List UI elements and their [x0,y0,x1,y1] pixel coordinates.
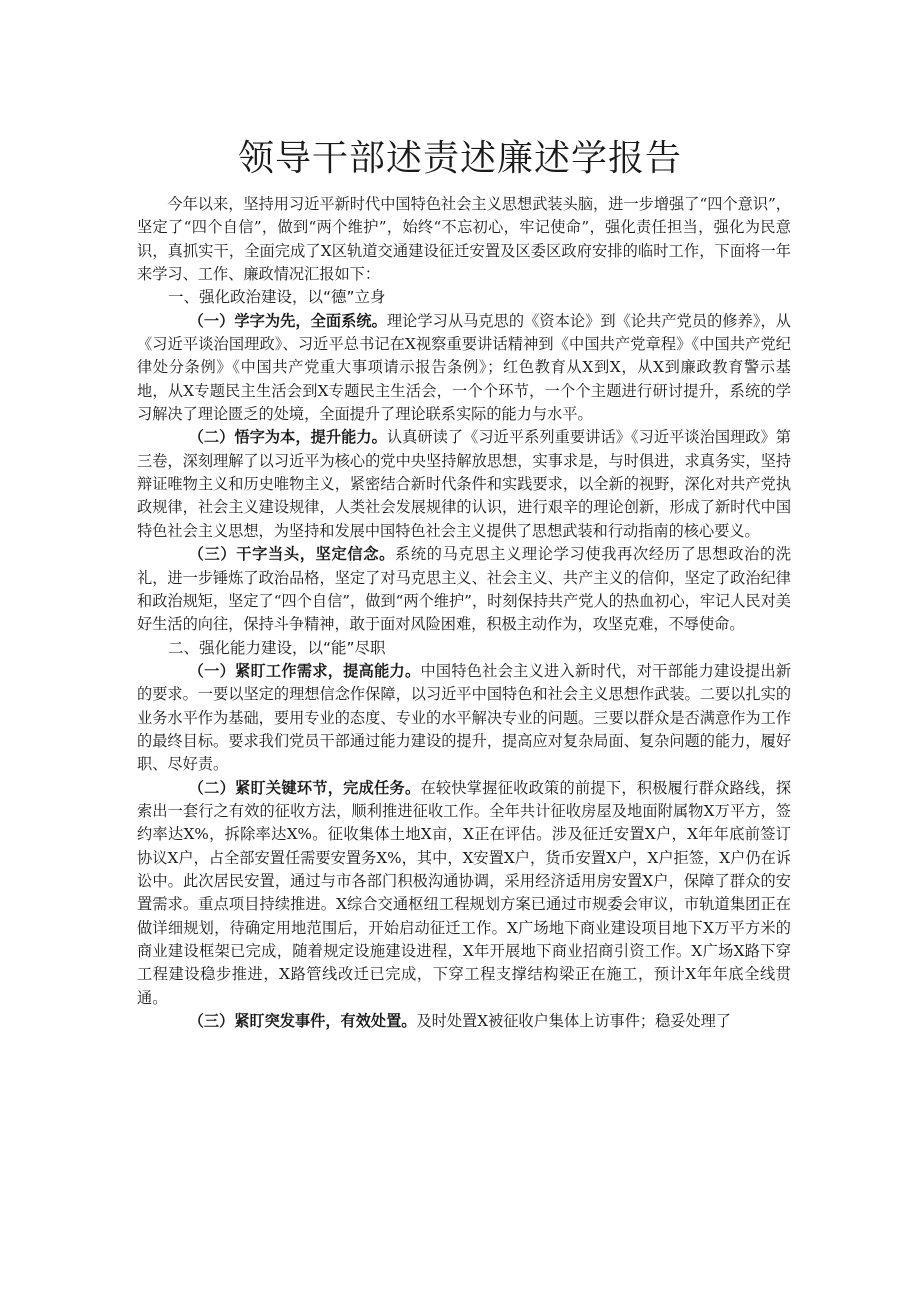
paragraph-text: 及时处置X被征收户集体上访事件；稳妥处理了 [416,1012,732,1031]
paragraph-lead: （一）学字为先，全面系统。 [188,311,387,330]
paragraph-lead: （二）紧盯关键环节，完成任务。 [188,778,421,797]
paragraph-1-3 [137,543,791,636]
paragraph-2-1 [137,660,791,777]
document-body [137,193,791,1033]
paragraph-2-2 [137,777,791,1010]
paragraph-text: 在较快掌握征收政策的前提下，积极履行群众路线，探索出一套行之有效的征收方法，顺利推进征收工作。全年共计征收房屋及地面附属物X万平方，签约率达X%，拆除率达X%。征收集体土地X亩，X正在评估。涉及征迁安置X户，X年年底前签订协议X户，占全部安置任需要安置务X%，其中，X安置X户，货币安置X户，X户拒签，X户仍在诉讼中。此次居民安置，通过与市各部门积极沟通协调，采用经济适用房安置X户，保障了群众的安置需求。重点项目持续推进。X综合交通枢纽工程规划方案已通过市规委会审议，市轨道集团正在做详细规划，待确定用地范围后，开始启动征迁工作。X广场地下商业建设项目地下X万平方米的商业建设框架已完成，随着规定设施建设进程，X年开展地下商业招商引资工作。X广场X路下穿工程建设稳步推进，X路管线改迁已完成，下穿工程支撑结构梁正在施工，预计X年年底全线贯通。 [137,778,792,1007]
paragraph-lead: （三）干字当头，坚定信念。 [188,545,395,564]
intro-paragraph: 今年以来，坚持用习近平新时代中国特色社会主义思想武装头脑，进一步增强了“四个意识”，坚定了“四个自信”，做到“两个维护”，始终“不忘初心，牢记使命”，强化责任担当，强化为民意识，真抓实干，全面完成了X区轨道交通建设征迁安置及区委区政府安排的临时工作，下面将一年来学习、工作、廉政情况汇报如下： [137,195,791,284]
document-title: 领导干部述责述廉述学报告 [237,138,682,179]
section-heading-2: 二、强化能力建设，以“能”尽职 [168,638,386,657]
paragraph-text: 系统的马克思主义理论学习使我再次经历了思想政治的洗礼，进一步锤炼了政治品格，坚定了对马克思主义、社会主义、共产主义的信仰，坚定了政治纪律和政治规矩，坚定了“四个自信”，做到“两个维护”，时刻保持共产党人的热血初心，牢记人民对美好生活的向往，保持斗争精神，敢于面对风险困难，积极主动作为，攻坚克难，不辱使命。 [137,545,792,634]
paragraph-1-2 [137,426,791,543]
paragraph-lead: （二）悟字为本，提升能力。 [188,428,387,447]
paragraph-2-3 [137,1010,791,1033]
paragraph-text: 中国特色社会主义进入新时代，对干部能力建设提出新的要求。一要以坚定的理想信念作保障，以习近平中国特色和社会主义思想作武装。二要以扎实的业务水平作为基础，要用专业的态度、专业的水平解决专业的问题。三要以群众是否满意作为工作的最终目标。要求我们党员干部通过能力建设的提升，提高应对复杂局面、复杂问题的能力，履好职、尽好责。 [137,661,792,774]
paragraph-text: 认真研读了《习近平系列重要讲话》《习近平谈治国理政》第三卷，深刻理解了以习近平为核心的党中央坚持解放思想，实事求是，与时俱进，求真务实，坚持辩证唯物主义和历史唯物主义，紧密结合新时代条件和实践要求，以全新的视野，深化对共产党执政规律，社会主义建设规律，人类社会发展规律的认识，进行艰辛的理论创新，形成了新时代中国特色社会主义思想，为坚持和发展中国特色社会主义提供了思想武装和行动指南的核心要义。 [137,428,791,540]
paragraph-text: 理论学习从马克思的《资本论》到《论共产党员的修养》，从《习近平谈治国理政》、习近平总书记在X视察重要讲话精神到《中国共产党章程》《中国共产党纪律处分条例》《中国共产党重大事项请示报告条例》；红色教育从X到X，从X到廉政教育警示基地，从X专题民主生活会到X专题民主生活会，一个个环节，一个个主题进行研讨提升，系统的学习解决了理论匮乏的处境，全面提升了理论联系实际的能力与水平。 [137,311,791,424]
paragraph-lead: （一）紧盯工作需求，提高能力。 [188,661,421,680]
paragraph-1-1 [137,310,791,427]
section-heading-1: 一、强化政治建设，以“德”立身 [168,288,386,307]
paragraph-lead: （三）紧盯突发事件，有效处置。 [188,1012,417,1031]
